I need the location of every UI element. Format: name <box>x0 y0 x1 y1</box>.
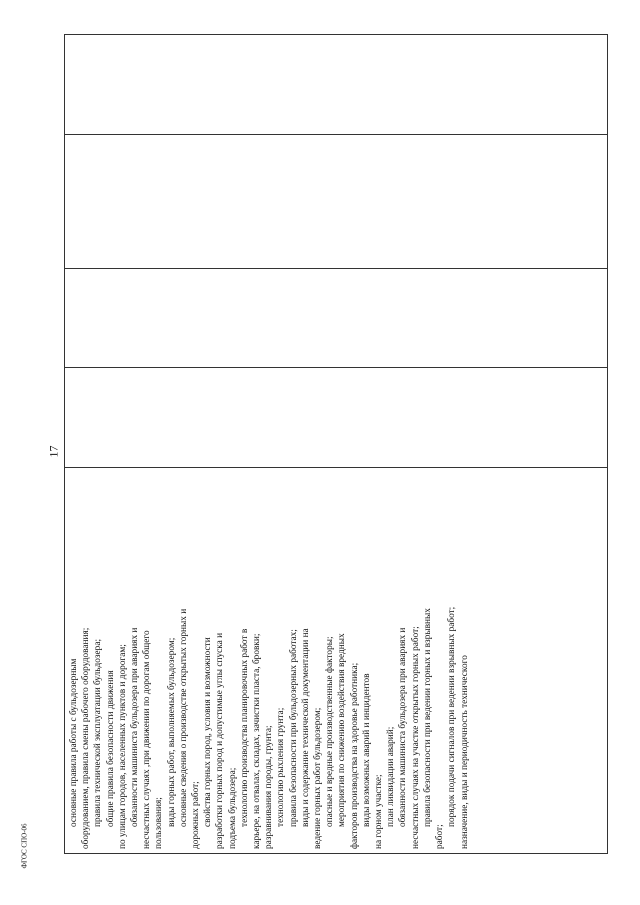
content-line: на горном участке; <box>374 774 385 849</box>
content-line: мероприятия по снижению воздействия вредных <box>337 633 348 827</box>
content-line: обязанности машиниста бульдозера при авариях и <box>398 627 409 827</box>
content-line: несчастных случаях на участке открытых горных работ; <box>410 626 421 849</box>
content-line: основные сведения о производстве открытых горных и <box>178 608 189 827</box>
content-line: разравнивания породы, грунта; <box>264 725 275 849</box>
content-line: порядок подачи сигналов при ведении взрывных работ; <box>447 606 458 827</box>
footer-code: ФГОС СПО-06 <box>20 823 29 869</box>
column-divider <box>65 268 607 269</box>
column-divider <box>65 134 607 135</box>
content-line: пользования; <box>154 797 165 849</box>
content-line: виды возможных аварий и инцидентов <box>361 673 372 827</box>
content-line: технологию производства планировочных работ в <box>239 628 250 827</box>
table-cell-content <box>65 467 555 853</box>
content-line: опасные и вредные производственные факторы; <box>325 636 336 827</box>
content-line: правила технической эксплуатации бульдозера; <box>93 638 104 827</box>
content-line: виды и содержание технической документации на <box>300 628 311 827</box>
content-line: карьере, на отвалах, складах, зачистки пласта, бровки; <box>252 633 263 849</box>
content-line: правила безопасности при бульдозерных работах; <box>288 629 299 827</box>
content-line: план ликвидации аварий; <box>386 726 397 827</box>
content-line: обязанности машиниста бульдозера при авариях и <box>130 627 141 827</box>
content-line: общие правила безопасности движения <box>105 670 116 827</box>
content-line: дорожных работ; <box>191 781 202 849</box>
content-line: виды горных работ, выполняемых бульдозером; <box>166 637 177 827</box>
content-text-block <box>65 467 555 853</box>
content-line: несчастных случаях ,при движении по дорогам общего <box>142 630 153 849</box>
content-line: технологию рыхления грунта; <box>276 707 287 827</box>
content-line: ведение горных работ бульдозером; <box>313 707 324 849</box>
content-line: факторов производства на здоровье работника; <box>349 662 360 849</box>
content-line: правила безопасности при ведении горных и взрывных <box>422 608 433 827</box>
content-line: основные правила работы с бульдозерным <box>69 658 79 827</box>
content-line: свойства горных пород, условия и возможности <box>203 637 214 827</box>
column-divider <box>65 367 607 368</box>
content-line: по улицам городов, населенных пунктов и дорогам; <box>117 644 128 849</box>
content-line: подъема бульдозера; <box>227 767 238 849</box>
page-number: 17 <box>46 445 61 458</box>
content-line: назначение, виды и периодичность технического <box>459 655 470 849</box>
content-line: разработки горных пород и допустимые углы спуска и <box>215 632 226 849</box>
content-line: оборудованием, правила смены рабочего оборудования; <box>81 627 92 849</box>
content-line: работ; <box>435 824 446 849</box>
